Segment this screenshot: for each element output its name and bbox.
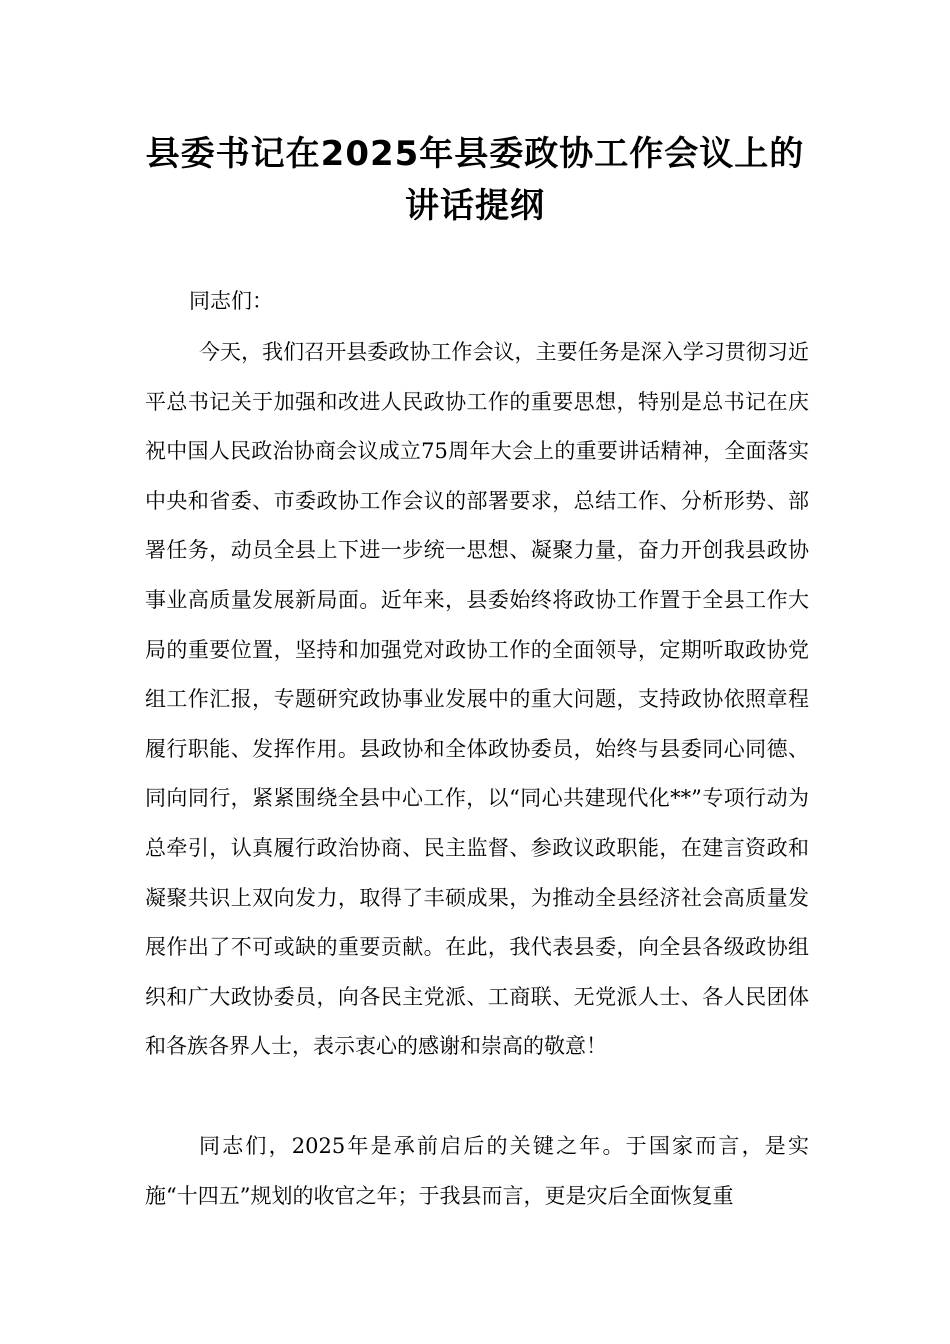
body-paragraph-1: 今天，我们召开县委政协工作会议，主要任务是深入学习贯彻习近平总书记关于加强和改进人民政协工作的重要思想，特别是总书记在庆祝中国人民政治协商会议成立75周年大会上的重要讲话精神，全面落实中央和省委、市委政协工作会议的部署要求，总结工作、分析形势、部署任务，动员全县上下进一步统一思想、凝聚力量，奋力开创我县政协事业高质量发展新局面。近年来，县委始终将政协工作置于全县工作大局的重要位置，坚持和加强党对政协工作的全面领导，定期听取政协党组工作汇报，专题研究政协事业发展中的重大问题，支持政协依照章程履行职能、发挥作用。县政协和全体政协委员，始终与县委同心同德、同向同行，紧紧围绕全县中心工作，以“同心共建现代化**”专项行动为总牵引，认真履行政治协商、民主监督、参政议政职能，在建言资政和凝聚共识上双向发力，取得了丰硕成果，为推动全县经济社会高质量发展作出了不可或缺的重要贡献。在此，我代表县委，向全县各级政协组织和广大政协委员，向各民主党派、工商联、无党派人士、各人民团体和各族各界人士，表示衷心的感谢和崇高的敬意！ [145,340,809,1059]
document-title-line-1: 县委书记在2025年县委政协工作会议上的 [145,134,805,174]
salutation: 同志们： [189,289,273,313]
body-paragraph-2: 同志们，2025年是承前启后的关键之年。于国家而言，是实施“十四五”规划的收官之年；于我县而言，更是灾后全面恢复重 [145,1134,809,1208]
document-title-line-2: 讲话提纲 [405,186,545,226]
